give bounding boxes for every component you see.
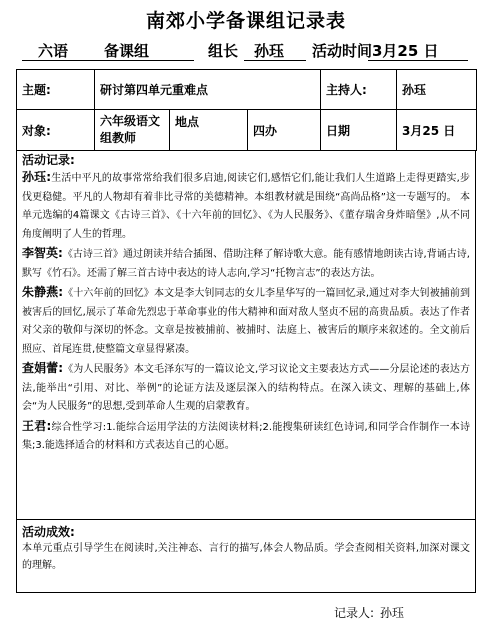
activity-entry xyxy=(22,244,470,283)
host-value: 孙珏 xyxy=(397,70,477,110)
target-label: 对象: xyxy=(17,110,95,151)
leader-value: 孙珏 xyxy=(254,42,285,60)
result-heading: 活动成效: xyxy=(22,525,75,539)
speaker-name: 孙珏: xyxy=(22,170,52,184)
entry-text: 生活中平凡的故事常常给我们很多启迪,阅读它们,感悟它们,能让我们人生道路上走得更踏实,步伐更稳健。平凡的人物却有着非比寻常的美德精神。本组教材就是围绕“高尚品格”这一专题写的。 本单元选编的4篇课文《古诗三首》、《十六年前的回忆》、《为人民服务》、《董存瑞舍身炸暗堡》,从不同角度阐明了人生的哲理。 xyxy=(22,173,470,240)
result-text: 本单元重点引导学生在阅读时,关注神态、言行的描写,体会人物品质。学会查阅相关资料,加深对课文的理解。 xyxy=(22,543,470,571)
time-label: 活动时间 xyxy=(312,42,373,60)
entry-text: 《古诗三首》通过朗读并结合插图、借助注释了解诗歌大意。能有感情地朗读古诗,背诵古诗,默写《竹石》。还需了解三首古诗中表达的诗人志向,学习“托物言志”的表达方法。 xyxy=(22,249,470,279)
activity-heading: 活动记录: xyxy=(22,153,75,167)
page-title: 南郊小学备课组记录表 xyxy=(145,10,346,32)
place-label: 地点 xyxy=(170,110,248,151)
speaker-name: 李智英: xyxy=(22,246,63,260)
time-value: 3月25 日 xyxy=(372,42,439,60)
entry-text: 综合性学习:1.能综合运用学法的方法阅读材料;2.能搜集研读红色诗词,和同学合作制作一本诗集;3.能选择适合的材料和方式表达自己的心愿。 xyxy=(22,421,470,451)
topic-row xyxy=(17,70,477,110)
activity-entry xyxy=(22,283,470,359)
recorder-label: 记录人: xyxy=(334,606,375,620)
time-underline xyxy=(368,60,468,61)
header-line xyxy=(22,38,472,62)
activity-entry xyxy=(22,417,470,456)
activity-result xyxy=(16,520,476,593)
group-value: 六语 xyxy=(38,42,69,60)
activity-record xyxy=(16,150,476,520)
speaker-name: 朱静燕: xyxy=(22,285,64,299)
group-underline xyxy=(22,60,194,61)
speaker-name: 查娟蕾: xyxy=(22,361,64,375)
activity-entry xyxy=(22,359,470,417)
group-label: 备课组 xyxy=(104,42,150,60)
speaker-name: 王君: xyxy=(22,418,52,433)
leader-underline xyxy=(244,60,306,61)
leader-label: 组长 xyxy=(208,42,239,60)
host-label: 主持人: xyxy=(321,70,397,110)
recorder-line xyxy=(334,604,404,621)
date-value: 3月25 日 xyxy=(397,110,477,151)
recorder-name: 孙珏 xyxy=(380,606,405,620)
place-value: 四办 xyxy=(248,110,321,151)
entry-text: 《为人民服务》本文毛泽东写的一篇议论文,学习议论文主要表达方式——分层论述的表达方法,能举出“引用、对比、举例”的论证方法及逐层深入的结构特点。在深入读文、理解的基础上,体会“为人民服务”的思想,受到革命人生观的启蒙教育。 xyxy=(22,364,470,412)
target-row xyxy=(17,110,477,151)
topic-value: 研讨第四单元重难点 xyxy=(95,70,321,110)
entry-text: 《十六年前的回忆》本文是李大钊同志的女儿李星华写的一篇回忆录,通过对李大钊被捕前到被害后的回忆,展示了革命先烈忠于革命事业的伟大精神和面对敌人坚贞不屈的高贵品质。表达了作者对父亲的敬仰与深切的怀念。文章是按被捕前、被捕时、法庭上、被害后的顺序来叙述的。全文前后照应、首尾连贯,使整篇文章显得紧凑。 xyxy=(22,288,470,355)
info-table xyxy=(16,69,477,151)
target-value: 六年级语文组教师 xyxy=(95,110,170,151)
date-label: 日期 xyxy=(321,110,397,151)
activity-entry xyxy=(22,168,470,244)
topic-label: 主题: xyxy=(17,70,95,110)
